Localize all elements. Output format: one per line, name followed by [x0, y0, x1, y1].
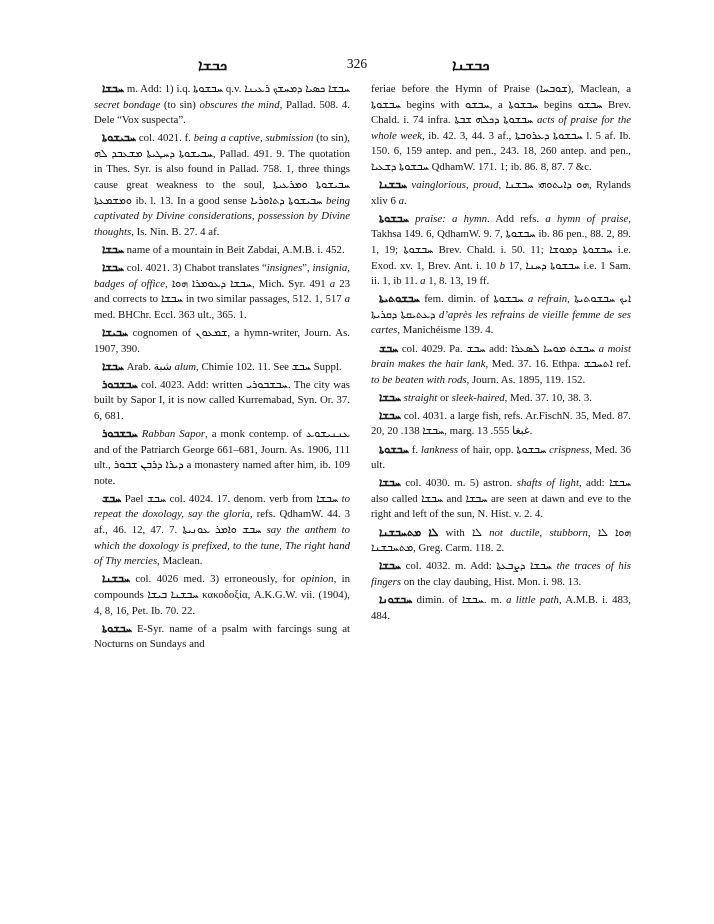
dictionary-entry: ܚܒܫܐ name of a mountain in Beit Zabdai, A.M.B. i. 452. [102, 243, 345, 256]
dictionary-entry: ܚܒܫ Pael ܚܒܫ col. 4024. 17. denom. verb from ܚܒܫܐ to repeat the doxology, say the gloria, refs. QdhamW. 44. 3 af., 46. 12, 47. 7. ܚܒܫ ܘܐܡܪ ܥܘܢܝܬܐ say the anthem to which the doxology is prefixed, to the tune, The right hand of Thy mercies, Maclean. [94, 492, 350, 568]
dictionary-entry: ܚܒܫܐ m. Add: 1) i.q. ܚܒܫܘܬܐ q.v. ܚܒܫܐ ܟܣܝܐ ܕܡܚܫܟ ܪܥܝܢܐ secret bondage (to sin) obscures the mind, Pallad. 508. 4. Dele “Vox suspecta”. [94, 83, 350, 127]
dictionary-entry: ܚܒܫܐ col. 4021. 3) Chabot translates “insignes”, insignia, badges of office, ܚܒܫܐ ܕܥܘܡܪܐ ܗܘܐ, Mich. Syr. 491 a 23 and corrects to ܚܒܫܐ in two similar passages, 512. 1, 517 a med. BHChr. Eccl. 363 ult., 365. 1. [94, 262, 350, 321]
right-column [371, 82, 631, 627]
dictionary-entry: ܠܐ ܡܬܚܒܫܢܐ with ܠܐ not ductile, stubborn, ܗܘܐ ܠܐ ܡܬܚܒܫܢܐ, Greg. Carm. 118. 2. [371, 526, 631, 555]
dictionary-entry: ܚܒܫܒܘܪ Rabban Sapor, a monk contemp. of ܥܢܢܝܫܘܥ and of the Patriarch George 661–681, Journ. As. 1906, 111 ult., ܕܝܪܐ ܕܪܒܢ ܫܒܘܪ a monastery named after him, ib. 109 note. [94, 427, 350, 487]
dictionary-entry: ܚܒܫܒܘܪ col. 4023. Add: written ܚܒܫܒܘܪܝ. The city was built by Sapor I, it is now called Kurremabad, Syn. Or. 37. 6, 681. [94, 378, 350, 422]
running-head-right: ܟܒܫܢܐ [452, 58, 490, 74]
dictionary-entry: ܚܒܫܐ col. 4031. a large fish, refs. Ar.FischN. 35, Med. 87. 20, ܚܒܫܐ 138. 20, marg. غبغا 555. 13. [371, 409, 631, 438]
dictionary-entry: ܚܒܫܘܬܝܬܐ fem. dimin. of ܚܒܫܘܬܐ a refrain, ܐܝܟ ܚܒܫܘܬܝܬܐ ܕܥܬܝܩܬܐ ܕܩܪܝܬܐ d’après les refrains de vieille femme de ses cartes, Manichéisme 139. 4. [371, 293, 632, 337]
dictionary-entry: ܚܒܝܫܐ cognomen of ܫܡܥܘܢ, a hymn-writer, Journ. As. 1907, 390. [94, 326, 350, 355]
dictionary-entry: ܚܒܫܐ col. 4032. m. Add: ܚܒܫܐ ܕܨܒܥܬܐ the traces of his fingers on the clay daubing, Hist. Mon. i. 98. 13. [371, 560, 631, 588]
dictionary-entry: ܚܒܫܐ col. 4030. m. 5) astron. shafts of light, add: ܚܒܫܐ also called ܚܒܫܐ and ܚܒܫܐ are seen at dawn and eve to the right and left of the sun, N. Hist. v. 2. 4. [371, 477, 632, 521]
running-head-left: ܟܒܫܐ [198, 58, 228, 74]
dictionary-entry: ܚܒܫܐ Arab. شبة alum, Chimie 102. 11. See ܚܒܫ Suppl. [102, 360, 342, 373]
dictionary-entry: ܚܒܫܐ straight or sleek-haired, Med. 37. 10, 38. 3. [379, 391, 592, 404]
running-head [0, 54, 714, 76]
left-column [94, 82, 350, 655]
dictionary-entry: feriae before the Hymn of Praise (ܫܘܒܚܐ), Maclean, a ܚܒܫܘܬܐ begins with ܚܒܫܘ, a ܚܒܫܘܬܐ begins ܚܒܫܘ Brev. Chald. i. 74 infra. ܚܒܫܘܬܐ ܕܟܠܗ ܫܒܬܐ acts of praise for the whole week, ib. 42. 3, 44. 3 af., ܚܒܫܘܬܐ ܕܥܪܘܒܬܐ l. 5 af. Ib. 150. 6, 159 antep. and pen., 243. 18, 260 antep. and pen., ܚܒܫܘܬܐ ܕܫܥܝܐ QdhamW. 171. 1; ib. 86. 8, 87. 7 &c. [371, 83, 632, 173]
dictionary-entry: ܚܒܫܘܢܐ dimin. of ܚܒܫܐ. m. a little path, A.M.B. i. 483, 484. [371, 593, 631, 622]
page-number: 326 [346, 56, 368, 71]
dictionary-entry: ܚܒܝܫܘܬܐ col. 4021. f. being a captive, submission (to sin), ܚܒܝܫܘܬܐ ܕܚܛܝܬܐ ܡܫܥܒܕ ܠܗ, Pallad. 491. 9. The quotation in Thes. Syr. is also found in Pallad. 758. 1, three things cause great weakness to the soul, ܚܒܝܫܘܬܐ ܘܡܪܥܝܬܐ ܘܡܫܡܥܬܐ ib. l. 13. In a good sense ܚܒܝܫܘܬܐ ܕܬܐܘܪܝܐ being captivated by Divine considerations, possession by Divine thoughts, Is. Nin. B. 27. 4 af. [94, 132, 351, 238]
dictionary-entry: ܚܒܫܢܐ vainglorious, proud, ܗܘ ܕܐܝܬܘܗܝ ܚܒܫܢܐ, Rylands xliv 6 a. [371, 179, 631, 207]
dictionary-entry: ܚܒܫܘܬܐ praise: a hymn. Add refs. a hymn of praise, Takhsa 149. 6, QdhamW. 9. 7, ܚܒܫܘܬܐ ib. 86 pen., 88. 2, 89. 1, 19; ܚܒܫܘܬܐ Brev. Chald. i. 50. 11; ܚܒܫܘܬܐ ܕܡܘܫܐ i.e. Exod. xv. 1, Brev. Ant. i. 10 b 17, ܚܒܫܘܬܐ ܕܚܢܐ i.e. 1 Sam. ii. 1, ib 11. a 1, 8. 13, 19 ff. [371, 212, 632, 288]
dictionary-entry: ܚܒܫ col. 4029. Pa. ܚܒܫ add: ܚܒܫܬ ܡܘܚܐ ܠܣܥܪܐ a moist brain makes the hair lank, Med. 37. 16. Ethpa. ܐܬܚܒܫ ref. to be beaten with rods, Journ. As. 1895, 119. 152. [371, 342, 631, 386]
dictionary-entry: ܚܒܫܢܐ col. 4026 med. 3) erroneously, for opinion, in compounds ܚܒܫܢܐ ܒܝܫܐ κακοδοξία, A.K.G.W. vii. (1904), 4, 8, 16, Pet. Ib. 70. 22. [94, 573, 351, 617]
dictionary-entry: ܚܒܫܘܬܐ f. lankness of hair, opp. ܚܒܫܘܬܐ crispness, Med. 36 ult. [371, 443, 632, 472]
dictionary-entry: ܚܒܫܘܬܐ E-Syr. name of a psalm with farcings sung at Nocturns on Sundays and [94, 622, 350, 651]
